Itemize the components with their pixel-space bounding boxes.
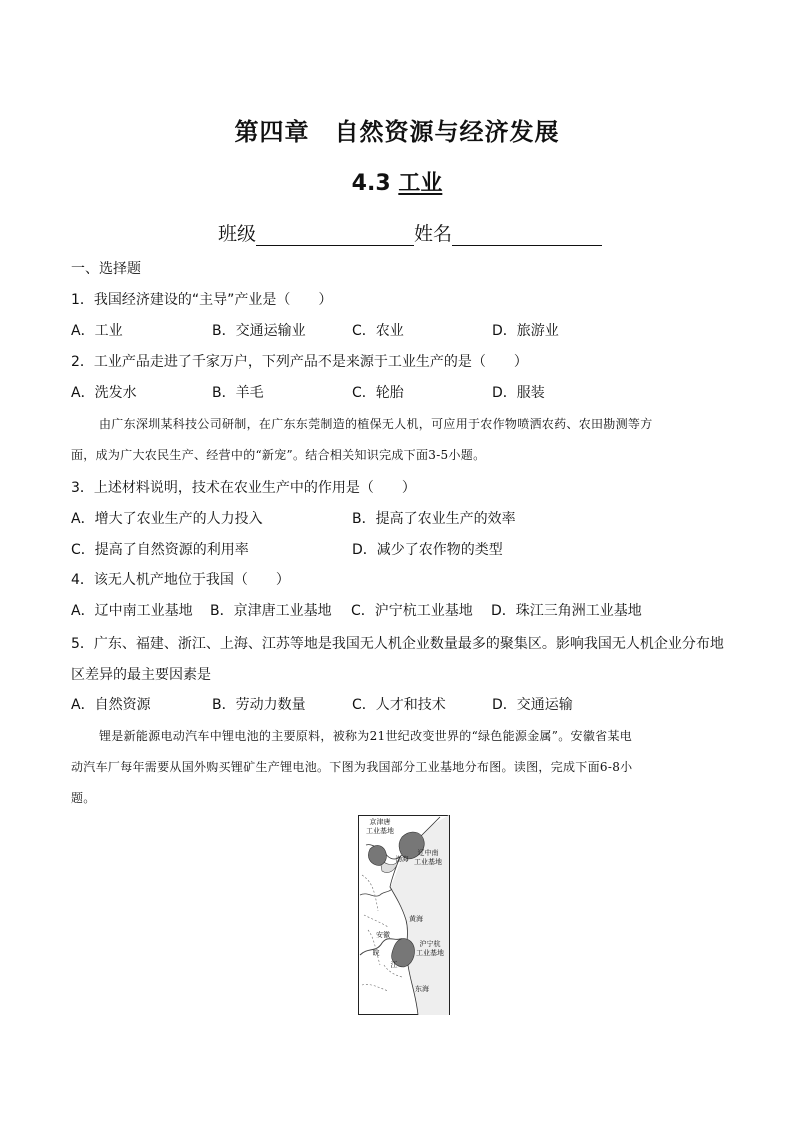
label-hnh-1: 沪宁杭 <box>419 940 441 948</box>
q1-option-d[interactable]: D．旅游业 <box>492 323 559 339</box>
label-lzn-2: 工业基地 <box>414 858 442 866</box>
class-label: 班级 <box>218 223 257 245</box>
q4-option-b[interactable]: B．京津唐工业基地 <box>210 603 332 619</box>
class-name-line <box>218 219 602 246</box>
label-jiang: 江 <box>390 961 398 969</box>
q1-option-c[interactable]: C．农业 <box>352 323 404 339</box>
q3-option-a[interactable]: A．增大了农业生产的人力投入 <box>71 511 263 527</box>
name-blank[interactable] <box>452 227 602 246</box>
material-1-line-1: 由广东深圳某科技公司研制，在广东东莞制造的植保无人机，可应用于农作物喷洒农药、农田勘测等方 <box>99 417 653 431</box>
material-2-line-2: 动汽车厂每年需要从国外购买锂矿生产锂电池。下图为我国部分工业基地分布图。读图，完成下面6-8小 <box>71 760 633 774</box>
q2-option-a[interactable]: A．洗发水 <box>71 385 137 401</box>
section-heading: 一、选择题 <box>71 261 141 277</box>
question-4-stem: 4．该无人机产地位于我国（ ） <box>71 572 290 588</box>
q4-option-a[interactable]: A．辽中南工业基地 <box>71 603 193 619</box>
question-1-stem: 1．我国经济建设的“主导”产业是（ ） <box>71 292 333 308</box>
q3-option-b[interactable]: B．提高了农业生产的效率 <box>352 511 516 527</box>
q5-option-a[interactable]: A．自然资源 <box>71 697 151 713</box>
label-jjt-1: 京津唐 <box>369 818 391 826</box>
question-2-stem: 2．工业产品走进了千家万户，下列产品不是来源于工业生产的是（ ） <box>71 354 528 370</box>
q4-option-d[interactable]: D．珠江三角洲工业基地 <box>491 603 642 619</box>
section-name: 工业 <box>398 171 443 196</box>
name-label: 姓名 <box>414 223 453 245</box>
q1-option-b[interactable]: B．交通运输业 <box>212 323 306 339</box>
class-blank[interactable] <box>256 227 414 246</box>
material-2-line-1: 锂是新能源电动汽车中锂电池的主要原料，被称为21世纪改变世界的“绿色能源金属”。安徽省某电 <box>99 729 633 743</box>
label-jjt-2: 工业基地 <box>366 827 394 835</box>
label-hnh-2: 工业基地 <box>416 949 444 957</box>
section-title <box>0 166 794 197</box>
q4-option-c[interactable]: C．沪宁杭工业基地 <box>351 603 473 619</box>
label-lzn-1: 辽中南 <box>417 849 439 857</box>
q5-option-d[interactable]: D．交通运输 <box>492 697 573 713</box>
jingjintang-base <box>368 846 386 866</box>
q2-option-b[interactable]: B．羊毛 <box>212 385 264 401</box>
q1-option-a[interactable]: A．工业 <box>71 323 123 339</box>
chapter-title: 第四章 自然资源与经济发展 <box>234 118 560 146</box>
label-anhui: 安徽 <box>376 931 390 939</box>
question-5-stem-line-2: 区差异的最主要因素是 <box>71 667 211 683</box>
q5-option-c[interactable]: C．人才和技术 <box>352 697 446 713</box>
q2-option-c[interactable]: C．轮胎 <box>352 385 404 401</box>
label-wan: 皖 <box>372 949 380 957</box>
q3-option-c[interactable]: C．提高了自然资源的利用率 <box>71 542 249 558</box>
section-number: 4.3 <box>351 171 399 196</box>
question-5-stem-line-1: 5．广东、福建、浙江、上海、江苏等地是我国无人机企业数量最多的聚集区。影响我国无人机企业分布地 <box>71 636 724 652</box>
label-donghai: 东海 <box>415 985 429 993</box>
material-2-line-3: 题。 <box>71 791 96 805</box>
question-3-stem: 3．上述材料说明，技术在农业生产中的作用是（ ） <box>71 480 416 496</box>
label-bohai: 渤海 <box>395 855 409 863</box>
q5-option-b[interactable]: B．劳动力数量 <box>212 697 306 713</box>
industrial-base-map <box>358 815 450 1015</box>
label-huanghai: 黄海 <box>409 915 423 923</box>
q3-option-d[interactable]: D．减少了农作物的类型 <box>352 542 503 558</box>
q2-option-d[interactable]: D．服装 <box>492 385 545 401</box>
material-1-line-2: 面，成为广大农民生产、经营中的“新宠”。结合相关知识完成下面3-5小题。 <box>71 448 486 462</box>
